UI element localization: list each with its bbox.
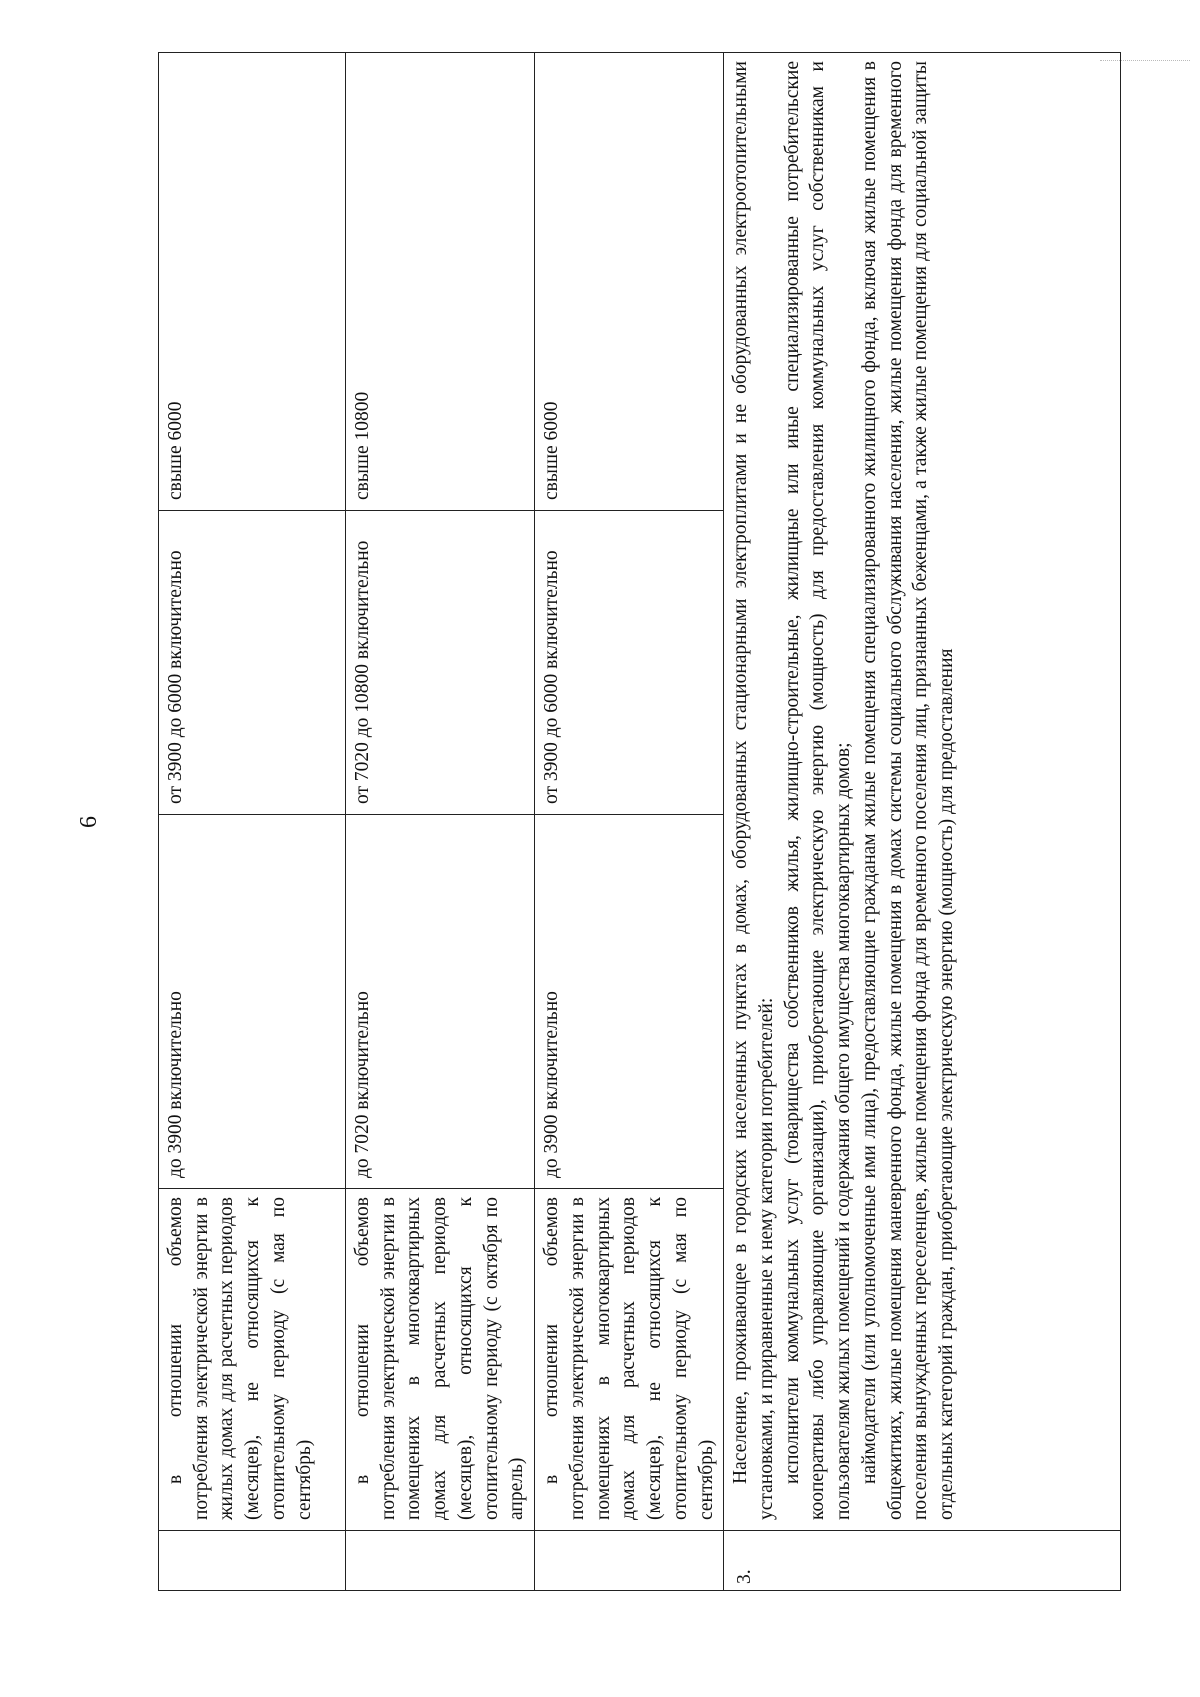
row-number [346,1531,535,1591]
row-description [346,1189,535,1531]
range-3-cell: свыше 6000 [159,53,346,511]
range-2-cell: от 7020 до 10800 включительно [346,511,535,815]
range-1-cell: до 3900 включительно [159,815,346,1189]
page-number: 6 [76,816,102,828]
row-description [535,1189,724,1531]
range-2-cell: от 3900 до 6000 включительно [535,511,724,815]
row-description [159,1189,346,1531]
table-row [535,53,724,1591]
range-2-cell: от 3900 до 6000 включительно [159,511,346,815]
row-number [159,1531,346,1591]
section-3-paragraph: наймодатели (или уполномоченные ими лица), предоставляющие гражданам жилые помещения специализированного жилищного фонда, включая жилые помещения в общежитиях, жилые помещения маневренного фонда, жилые помещения в домах системы социального обслуживания населения, жилые помещения фонда для временного поселения вынужденных переселенцев, жилые помещения фонда для временного поселения лиц, признанных беженцами, а также жилые помещения для социальной защиты отдельных категорий граждан, приобретающие электрическую энергию (мощность) для предоставления [858,61,958,1520]
row-description-text: в отношении объемов потребления электрической энергии в жилых домах для расчетных периодов (месяцев), не относящихся к отопительному периоду (с мая по сентябрь) [165,1197,315,1520]
row-description-text: в отношении объемов потребления электрической энергии в помещениях в многоквартирных домах для расчетных периодов (месяцев), относящихся к отопительному периоду (с октября по апрель) [352,1197,528,1520]
tariff-table [158,52,1121,1591]
section-3-paragraph: Население, проживающее в городских населенных пунктах в домах, оборудованных стационарными электроплитами и не оборудованных электроотопительными установками, и приравненные к нему категории потребителей: [730,61,778,1520]
section-number: 3. [724,1531,1121,1591]
table-row [159,53,346,1591]
rotated-table-container [158,53,1055,1591]
row-number [535,1531,724,1591]
table-row-section-3 [724,53,1121,1591]
range-1-cell: до 3900 включительно [535,815,724,1189]
section-3-paragraph: исполнители коммунальных услуг (товарищества собственников жилья, жилищно-строительные, жилищные или иные специализированные потребительские кооперативы либо управляющие организации), приобретающие электрическую энергию (мощность) для предоставления коммунальных услуг собственникам и пользователям жилых помещений и содержания общего имущества многоквартирных домов; [781,61,855,1520]
range-3-cell: свыше 6000 [535,53,724,511]
row-description-text: в отношении объемов потребления электрической энергии в помещениях в многоквартирных домах для расчетных периодов (месяцев), не относящихся к отопительному периоду (с мая по сентябрь) [541,1197,717,1520]
section-3-text [724,53,1121,1531]
table-row [346,53,535,1591]
range-3-cell: свыше 10800 [346,53,535,511]
range-1-cell: до 7020 включительно [346,815,535,1189]
